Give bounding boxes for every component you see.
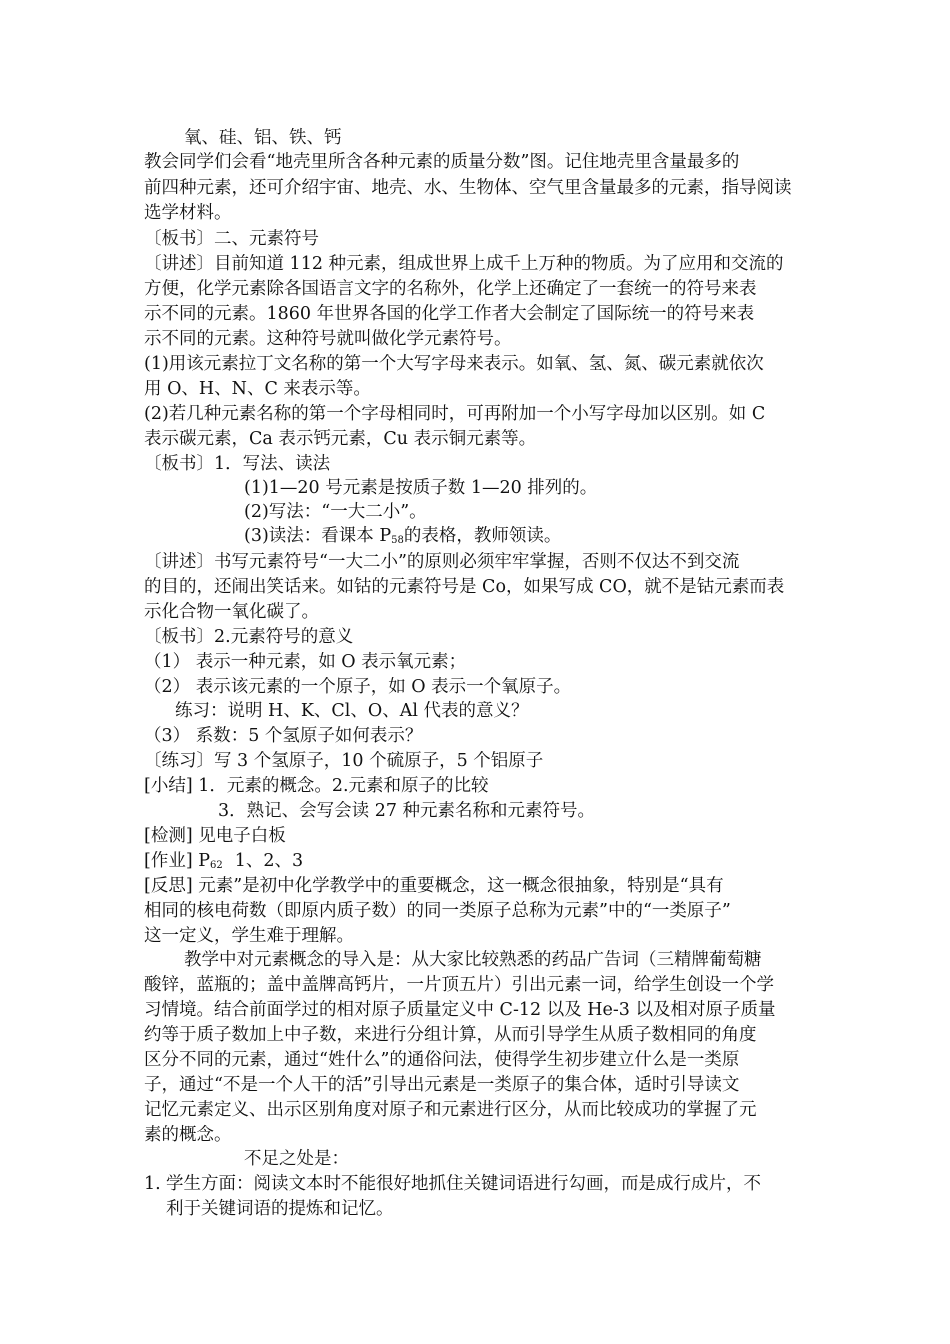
- text-line: 示不同的元素。这种符号就叫做化学元素符号。: [144, 329, 512, 349]
- text-line: 〔练习〕写 3 个氢原子，10 个硫原子，5 个铝原子: [144, 751, 544, 771]
- text-line: 表示碳元素，Ca 表示钙元素，Cu 表示铜元素等。: [144, 429, 537, 449]
- text-line: 利于关键词语的提炼和记忆。: [166, 1199, 394, 1219]
- text-line: 习情境。结合前面学过的相对原子质量定义中 C-12 以及 He-3 以及相对原子质量: [144, 1000, 776, 1020]
- text-line: 选学材料。: [144, 203, 232, 223]
- text-line: 前四种元素，还可介绍宇宙、地壳、水、生物体、空气里含量最多的元素，指导阅读: [144, 178, 792, 198]
- text-line: 3．熟记、会写会读 27 种元素名称和元素符号。: [218, 801, 596, 821]
- text-line: [检测] 见电子白板: [144, 826, 286, 846]
- text-line: (1)1—20 号元素是按质子数 1—20 排列的。: [244, 478, 598, 498]
- page-subscript: 58: [391, 535, 404, 546]
- text-line: 氧、硅、铝、铁、钙: [184, 128, 342, 148]
- text-line: 子，通过“不是一个人干的活”引导出元素是一类原子的集合体，适时引导读文: [144, 1075, 740, 1095]
- text-line: 的目的，还闹出笑话来。如钴的元素符号是 Co，如果写成 CO，就不是钴元素而表: [144, 577, 785, 597]
- page-subscript: 62: [210, 860, 223, 871]
- text-line: 教会同学们会看“地壳里所含各种元素的质量分数”图。记住地壳里含量最多的: [144, 152, 740, 172]
- text-line: 这一定义，学生难于理解。: [144, 926, 354, 946]
- text-line: 区分不同的元素，通过“姓什么”的通俗问法，使得学生初步建立什么是一类原: [144, 1050, 740, 1070]
- text-line: 素的概念。: [144, 1125, 232, 1145]
- text-line: 示化合物一氧化碳了。: [144, 602, 319, 622]
- text-line: [作业] $P_{62}$ 1、2、3: [144, 851, 304, 871]
- summary-heading: [小结] 1．元素的概念。2.元素和原子的比较: [144, 776, 489, 796]
- text-line: 练习：说明 H、K、Cl、O、Al 代表的意义？: [175, 701, 529, 721]
- text-line: 约等于质子数加上中子数，来进行分组计算，从而引导学生从质子数相同的角度: [144, 1025, 757, 1045]
- text-line: (2)若几种元素名称的第一个字母相同时，可再附加一个小写字母加以区别。如 C: [144, 404, 766, 424]
- text-line: 用 O、H、N、C 来表示等。: [144, 379, 371, 399]
- text-line: 学生方面：阅读文本时不能很好地抓住关键词语进行勾画，而是成行成片，不: [166, 1174, 761, 1194]
- text-line: (1)用该元素拉丁文名称的第一个大写字母来表示。如氧、氢、氮、碳元素就依次: [144, 354, 764, 374]
- text-line: 〔讲述〕书写元素符号“一大二小”的原则必须牢牢掌握，否则不仅达不到交流: [144, 552, 740, 572]
- text-line: （3） 系数：5 个氢原子如何表示？: [144, 726, 423, 746]
- text-line: (3)读法：看课本 $P_{58}$的表格，教师领读。: [244, 526, 562, 546]
- text-line: 示不同的元素。1860 年世界各国的化学工作者大会制定了国际统一的符号来表: [144, 304, 755, 324]
- board-heading: 〔板书〕1．写法、读法: [144, 454, 331, 474]
- reflection-heading: [反思] 元素”是初中化学教学中的重要概念，这一概念很抽象，特别是“具有: [144, 876, 724, 896]
- text-line: 不足之处是：: [244, 1149, 349, 1169]
- text-line: 教学中对元素概念的导入是：从大家比较熟悉的药品广告词（三精牌葡萄糖: [184, 950, 762, 970]
- text-line: (2)写法：“一大二小”。: [244, 502, 427, 522]
- text-line: 记忆元素定义、出示区别角度对原子和元素进行区分，从而比较成功的掌握了元: [144, 1100, 757, 1120]
- text-line: （1） 表示一种元素，如 O 表示氧元素；: [144, 652, 467, 672]
- text-line: 酸锌，蓝瓶的；盖中盖牌高钙片，一片顶五片）引出元素一词，给学生创设一个学: [144, 975, 774, 995]
- text-line: （2） 表示该元素的一个原子，如 O 表示一个氧原子。: [144, 677, 572, 697]
- list-number: 1.: [144, 1174, 161, 1194]
- text-line: 方便，化学元素除各国语言文字的名称外，化学上还确定了一套统一的符号来表: [144, 279, 757, 299]
- board-heading: 〔板书〕2.元素符号的意义: [144, 627, 354, 647]
- board-heading: 〔板书〕二、元素符号: [144, 229, 319, 249]
- text-line: 〔讲述〕目前知道 112 种元素，组成世界上成千上万种的物质。为了应用和交流的: [144, 254, 784, 274]
- text-line: 相同的核电荷数（即原内质子数）的同一类原子总称为元素”中的“一类原子”: [144, 901, 731, 921]
